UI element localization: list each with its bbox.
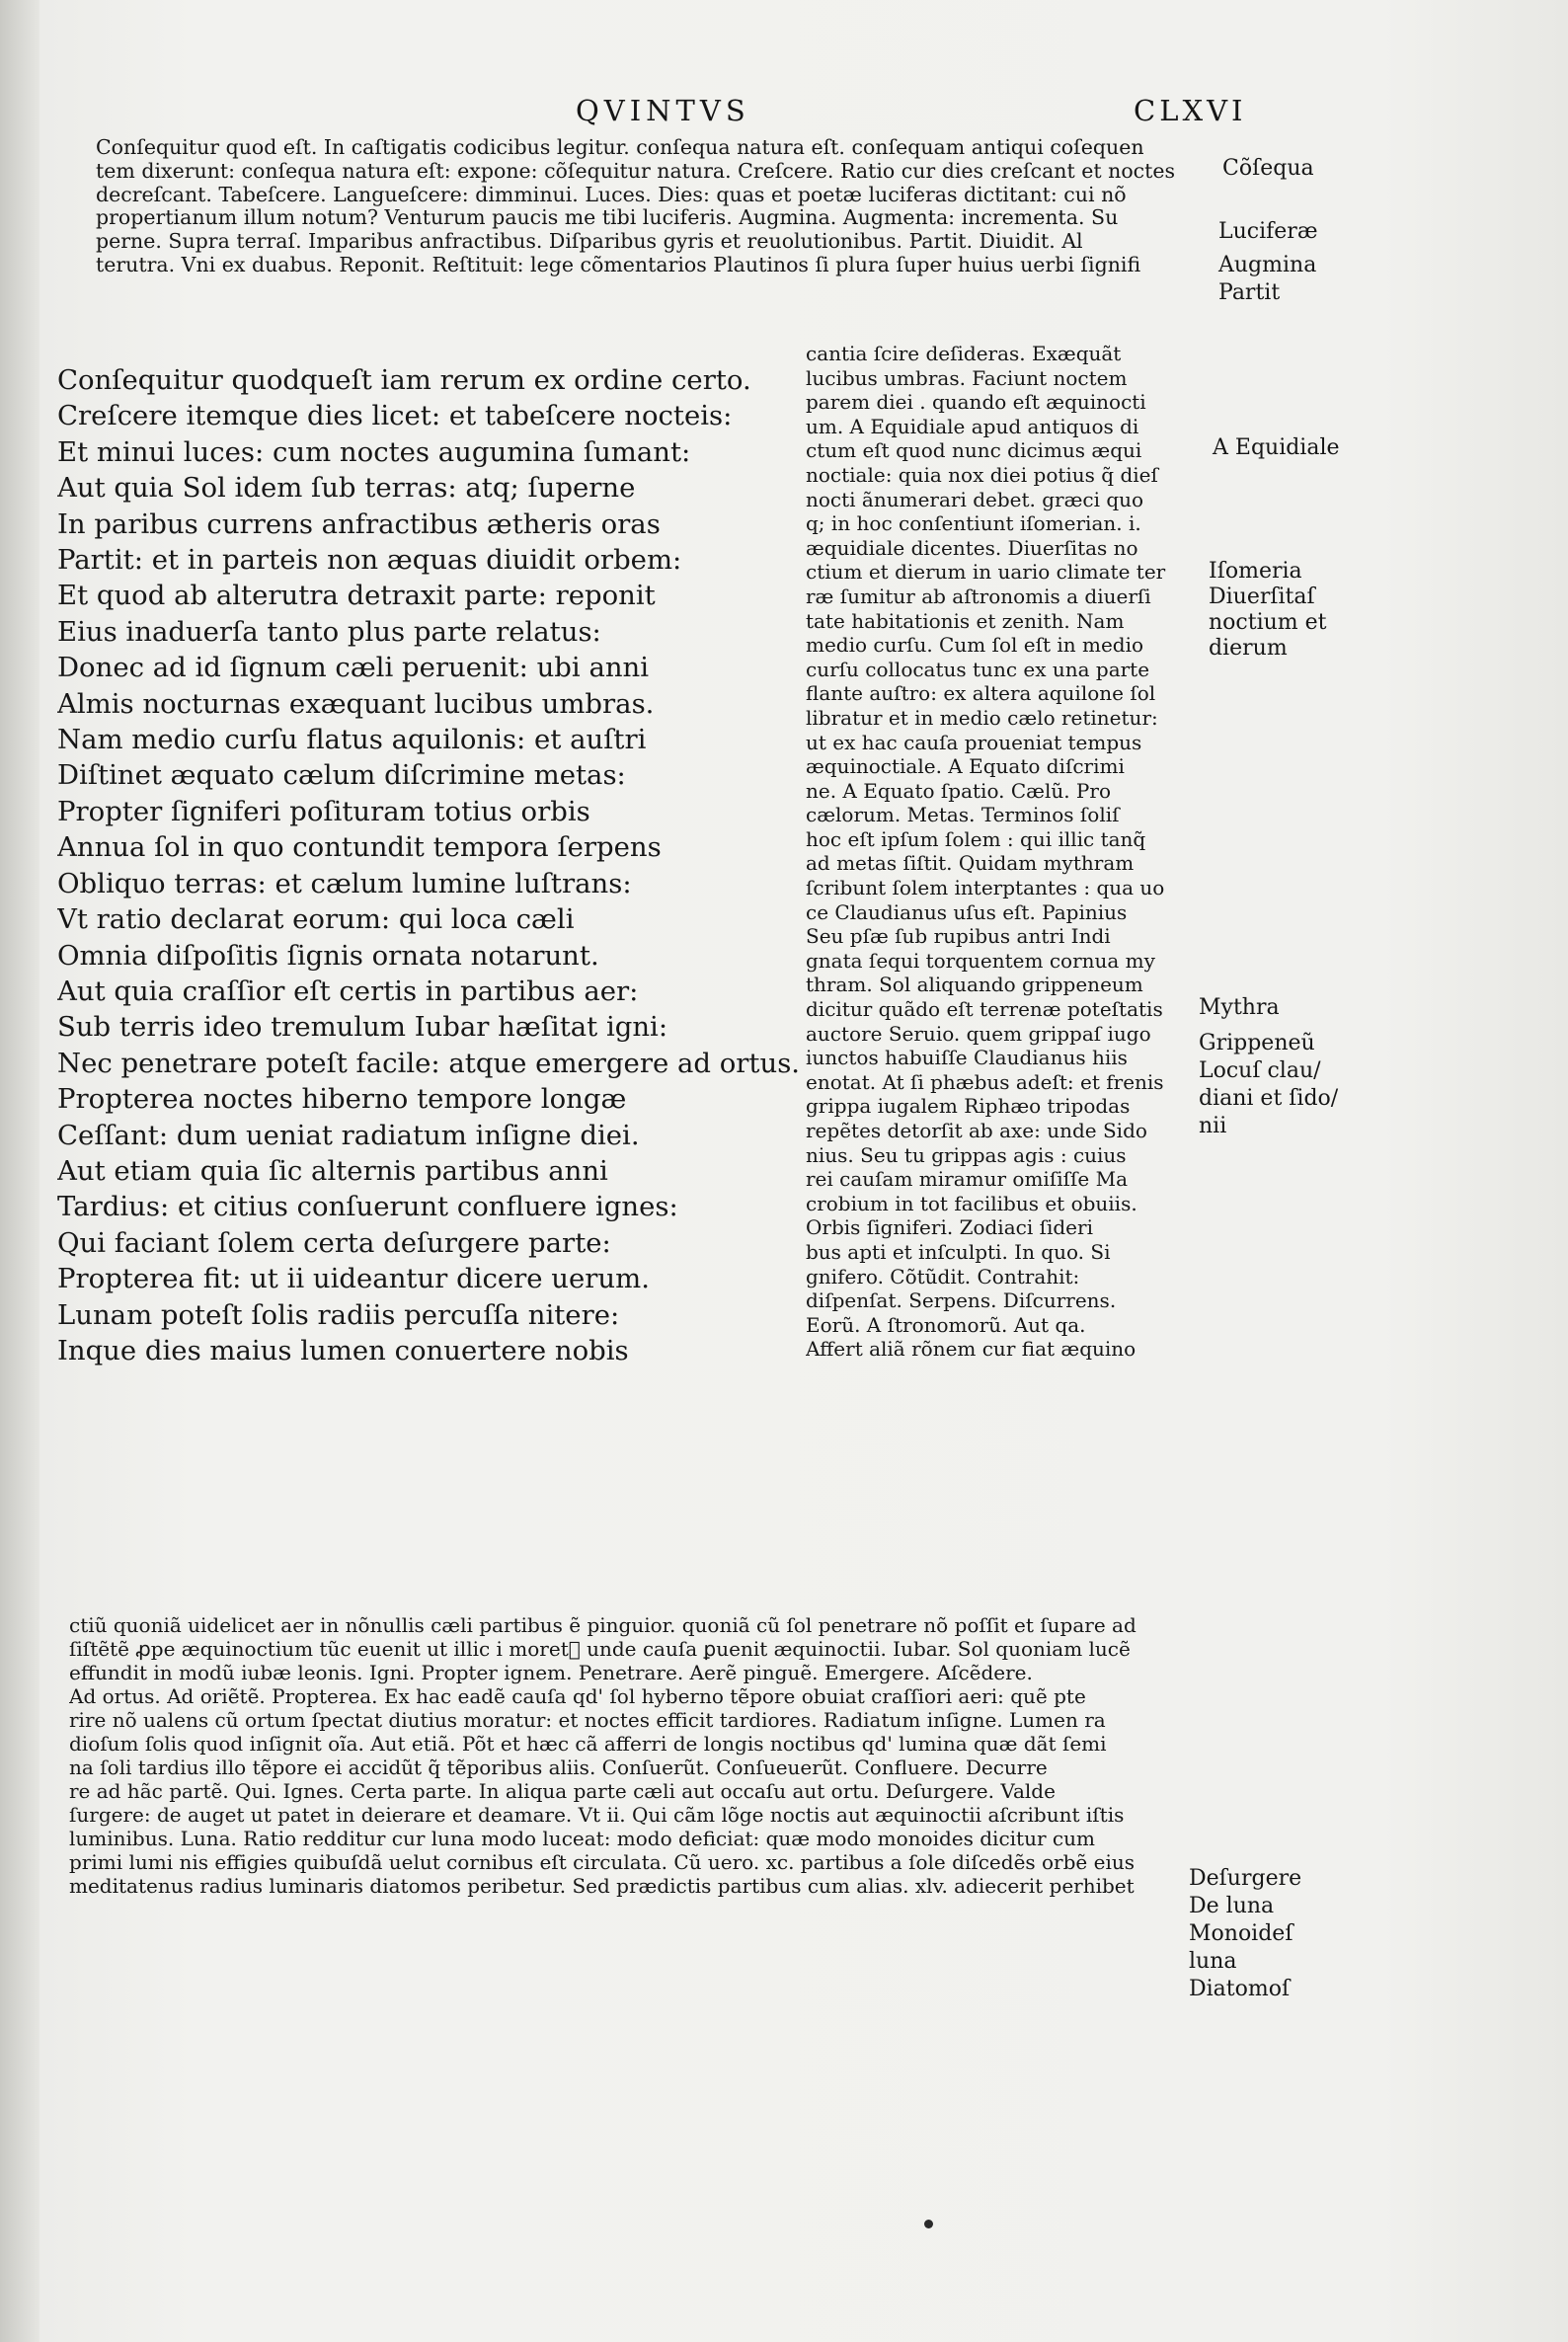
side-commentary-column [806,342,1201,1362]
verse-line: Lunam poteſt ſolis radiis percuſſa nitere: [57,1298,620,1331]
verse-line: Diſtinet æquato cælum diſcrimine metas: [57,759,626,792]
commentary-line: bus apti et inſculpti. In quo. Si [806,1239,1111,1264]
commentary-line: curſu collocatus tunc ex una parte [806,657,1150,681]
commentary-line: tem dixerunt: conſequa natura eſt: expone: cõſequitur natura. Creſcere. Ratio cur dies creſcant et noctes [96,159,1176,183]
verse-line: Nam medio curſu flatus aquilonis: et auſtri [57,724,647,756]
margin-gloss: De luna [1189,1894,1275,1918]
running-title: QVINTVS [576,94,750,127]
commentary-line: um. A Equidiale apud antiquos di [806,414,1139,438]
commentary-line: iunctos habuiſſe Claudianus hiis [806,1046,1128,1070]
commentary-line: ne. A Equato ſpatio. Cælũ. Pro [806,778,1111,803]
folio-number: CLXVI [1134,94,1247,127]
margin-gloss: Locuſ clau/ [1199,1058,1321,1083]
verse-line: Annua ſol in quo contundit tempora ſerpens [57,831,662,864]
verse-line: Donec ad id ſignum cæli peruenit: ubi anni [57,652,650,684]
bottom-commentary-block [69,1613,1195,1898]
commentary-line: lucibus umbras. Faciunt noctem [806,365,1128,390]
verse-line: Aut quia craſſior eſt certis in partibus aer: [57,975,639,1007]
commentary-line: primi lumi nis effigies quibuſdã uelut cornibus eſt circulata. Cũ uero. xc. partibus a ſole diſcedẽs orbẽ eius [69,1850,1135,1874]
commentary-line: dicitur quãdo eſt terrenæ poteſtatis [806,997,1163,1022]
commentary-line: na ſoli tardius illo tẽpore ei accidũt q̃ tẽporibus aliis. Conſuerũt. Conſueuerũt. Confluere. Decurre [69,1756,1048,1779]
commentary-line: Affert aliã rõnem cur fiat æquino [806,1337,1137,1362]
margin-gloss: Monoideſ [1189,1921,1294,1946]
verse-line: Inque dies maius lumen conuertere nobis [57,1334,629,1366]
commentary-line: tate habitationis et zenith. Nam [806,608,1125,633]
commentary-line: Seu pſæ ſub rupibus antri Indi [806,924,1111,949]
commentary-line: cantia ſcire deſideras. Exæquãt [806,342,1122,365]
commentary-line: dioſum ſolis quod inſignit oĩa. Aut etiã. Põt et hæc cã afferri de longis noctibus qd' lumina quæ dãt ſemi [69,1732,1107,1756]
commentary-line: gnifero. Cõtũdit. Contrahit: [806,1264,1080,1288]
commentary-line: ſcribunt ſolem interptantes : qua uo [806,876,1165,900]
verse-line: Obliquo terras: et cælum lumine luſtrans: [57,867,632,899]
commentary-line: propertianum illum notum? Venturum paucis me tibi luciferis. Augmina. Augmenta: incrementa. Su [96,206,1119,230]
commentary-line: terutra. Vni ex duabus. Reponit. Reſtituit: lege cõmentarios Plautinos ſi plura ſuper huius uerbi ſignifi [96,253,1141,276]
commentary-line: Orbis ſigniferi. Zodiaci ſideri [806,1215,1093,1240]
commentary-line: enotat. At ſi phæbus adeſt: et frenis [806,1069,1164,1094]
verse-line: Et quod ab alterutra detraxit parte: reponit [57,580,656,612]
page-gutter-shadow [0,0,39,2342]
commentary-line: ctiũ quoniã uidelicet aer in nõnullis cæli partibus ẽ pinguior. quoniã cũ ſol penetrare nõ poſſit et ſupare ad [69,1613,1137,1637]
commentary-line: crobium in tot facilibus et obuiis. [806,1191,1137,1215]
commentary-line: nocti ãnumerari debet. græci quo [806,487,1144,511]
verse-line: Sub terris ideo tremulum Iubar hæſitat igni: [57,1011,668,1044]
commentary-line: gnata ſequi torquentem cornua my [806,948,1155,973]
margin-gloss: noctium et [1209,610,1327,635]
margin-gloss: Partit [1218,280,1281,305]
commentary-line: Ad ortus. Ad oriẽtẽ. Propterea. Ex hac eadẽ cauſa qd' ſol hyberno tẽpore obuiat craſſiori aeri: quẽ pte [69,1684,1086,1708]
verse-line: Propter ſigniferi poſituram totius orbis [57,795,590,827]
commentary-line: grippa iugalem Riphæo tripodas [806,1094,1131,1119]
verse-line: Almis nocturnas exæquant lucibus umbras. [57,687,655,720]
top-commentary-block [96,136,1202,277]
commentary-line: rei cauſam miramur omiſiſſe Ma [806,1167,1129,1192]
margin-gloss: dierum [1209,636,1288,661]
verse-line: Aut quia Sol idem ſub terras: atq; ſuperne [57,472,636,505]
margin-gloss: Iſomeria [1209,559,1302,584]
margin-gloss: Diuerſitaſ [1209,585,1315,609]
commentary-line: ctium et dierum in uario climate ter [806,560,1166,585]
verse-line: Nec penetrare poteſt facile: atque emergere ad ortus. [57,1047,801,1079]
commentary-line: luminibus. Luna. Ratio redditur cur luna modo luceat: modo deficiat: quæ modo monoides dicitur cum [69,1827,1095,1850]
commentary-line: nius. Seu tu grippas agis : cuius [806,1142,1127,1167]
verse-line: Vt ratio declarat eorum: qui loca cæli [57,903,575,936]
verse-line: Aut etiam quia ſic alternis partibus anni [57,1154,608,1187]
commentary-line: auctore Seruio. quem grippaſ iugo [806,1021,1151,1046]
commentary-line: parem diei . quando eſt æquinocti [806,390,1146,415]
verse-line: Creſcere itemque dies licet: et tabeſcere nocteis: [57,400,733,432]
commentary-line: diſpenſat. Serpens. Diſcurrens. [806,1288,1117,1313]
commentary-line: ut ex hac cauſa proueniat tempus [806,730,1142,754]
commentary-line: repẽtes detorſit ab axe: unde Sido [806,1119,1147,1142]
verse-line: Partit: et in parteis non æquas diuidit orbem: [57,544,682,577]
commentary-line: ræ ſumitur ab aſtronomis a diuerſi [806,584,1151,608]
commentary-line: Eorũ. A ſtronomorũ. Aut qa. [806,1312,1086,1337]
margin-gloss: A Equidiale [1213,435,1340,460]
commentary-line: hoc eſt ipſum ſolem : qui illic tanq̃ [806,826,1146,851]
commentary-line: medio curſu. Cum ſol eſt in medio [806,633,1144,658]
verse-line: In paribus currens anfractibus ætheris oras [57,507,661,540]
commentary-line: perne. Supra terraſ. Imparibus anfractibus. Diſparibus gyris et reuolutionibus. Partit. Diuidit. Al [96,230,1083,254]
margin-gloss: Cõſequa [1222,156,1314,181]
commentary-line: rire nõ ualens cũ ortum ſpectat diutius moratur: et noctes efficit tardiores. Radiatum inſigne. Lumen ra [69,1708,1106,1732]
commentary-line: effundit in modũ iubæ leonis. Igni. Propter ignem. Penetrare. Aerẽ pinguẽ. Emergere. Aſcẽdere. [69,1661,1033,1684]
commentary-line: ctum eſt quod nunc dicimus æqui [806,438,1142,463]
verse-line: Qui faciant ſolem certa deſurgere parte: [57,1226,611,1259]
verse-line: Propterea noctes hiberno tempore longæ [57,1083,627,1116]
commentary-line: cælorum. Metas. Terminos ſoliſ [806,803,1120,827]
margin-gloss: nii [1199,1114,1227,1138]
commentary-line: ce Claudianus uſus eſt. Papinius [806,899,1128,924]
verse-line: Et minui luces: cum noctes augumina ſumant: [57,435,691,468]
margin-gloss: Grippeneũ [1199,1031,1315,1055]
verse-line: Tardius: et citius conſuerunt confluere ignes: [57,1191,678,1223]
commentary-line: thram. Sol aliquando grippeneum [806,973,1143,997]
commentary-line: ad metas ſiſtit. Quidam mythram [806,851,1135,876]
verse-line: Ceſſant: dum ueniat radiatum inſigne diei. [57,1119,640,1151]
commentary-line: æquinoctiale. A Equato diſcrimi [806,754,1125,779]
verse-column [57,362,808,1368]
margin-gloss: luna [1189,1949,1237,1974]
commentary-line: noctiale: quia nox diei potius q̃ dieſ [806,462,1158,487]
margin-gloss: Luciferæ [1218,219,1318,244]
commentary-line: ſiſtẽtẽ ꝓpe æquinoctium tũc euenit ut illic i moretᷣ unde cauſa ꝑuenit æquinoctii. Iubar. Sol quoniam lucẽ [69,1637,1131,1661]
commentary-line: æquidiale dicentes. Diuerſitas no [806,535,1138,560]
commentary-line: re ad hãc partẽ. Qui. Ignes. Certa parte. In aliqua parte cæli aut occaſu aut ortu. Deſurgere. Valde [69,1779,1056,1803]
commentary-line: libratur et in medio cælo retinetur: [806,705,1158,730]
margin-gloss: Deſurgere [1189,1866,1302,1891]
commentary-line: meditatenus radius luminaris diatomos peribetur. Sed prædictis partibus cum alias. xlv. adiecerit perhibet [69,1874,1135,1898]
verse-line: Eius inaduerſa tanto plus parte relatus: [57,615,601,648]
verse-line: Conſequitur quodqueſt iam rerum ex ordine certo. [57,364,751,396]
commentary-line: decreſcant. Tabeſcere. Langueſcere: dimminui. Luces. Dies: quas et poetæ luciferas dictitant: cui nõ [96,183,1127,206]
commentary-line: Conſequitur quod eſt. In caſtigatis codicibus legitur. conſequa natura eſt. conſequam antiqui coſequen [96,136,1144,159]
margin-gloss: Diatomoſ [1189,1977,1291,2001]
margin-gloss: Mythra [1199,995,1280,1020]
commentary-line: ſurgere: de auget ut patet in deierare et deamare. Vt ii. Qui cãm lõge noctis aut æquinoctii aſcribunt iſtis [69,1803,1125,1827]
verse-line: Omnia diſpoſitis ſignis ornata notarunt. [57,939,599,972]
margin-gloss: Augmina [1218,253,1317,277]
ink-speck [924,2220,933,2228]
commentary-line: q; in hoc conſentiunt iſomerian. i. [806,511,1141,536]
margin-gloss: diani et ſido/ [1199,1086,1339,1111]
commentary-line: flante auſtro: ex altera aquilone ſol [806,681,1156,706]
verse-line: Propterea fit: ut ii uideantur dicere uerum. [57,1263,650,1295]
